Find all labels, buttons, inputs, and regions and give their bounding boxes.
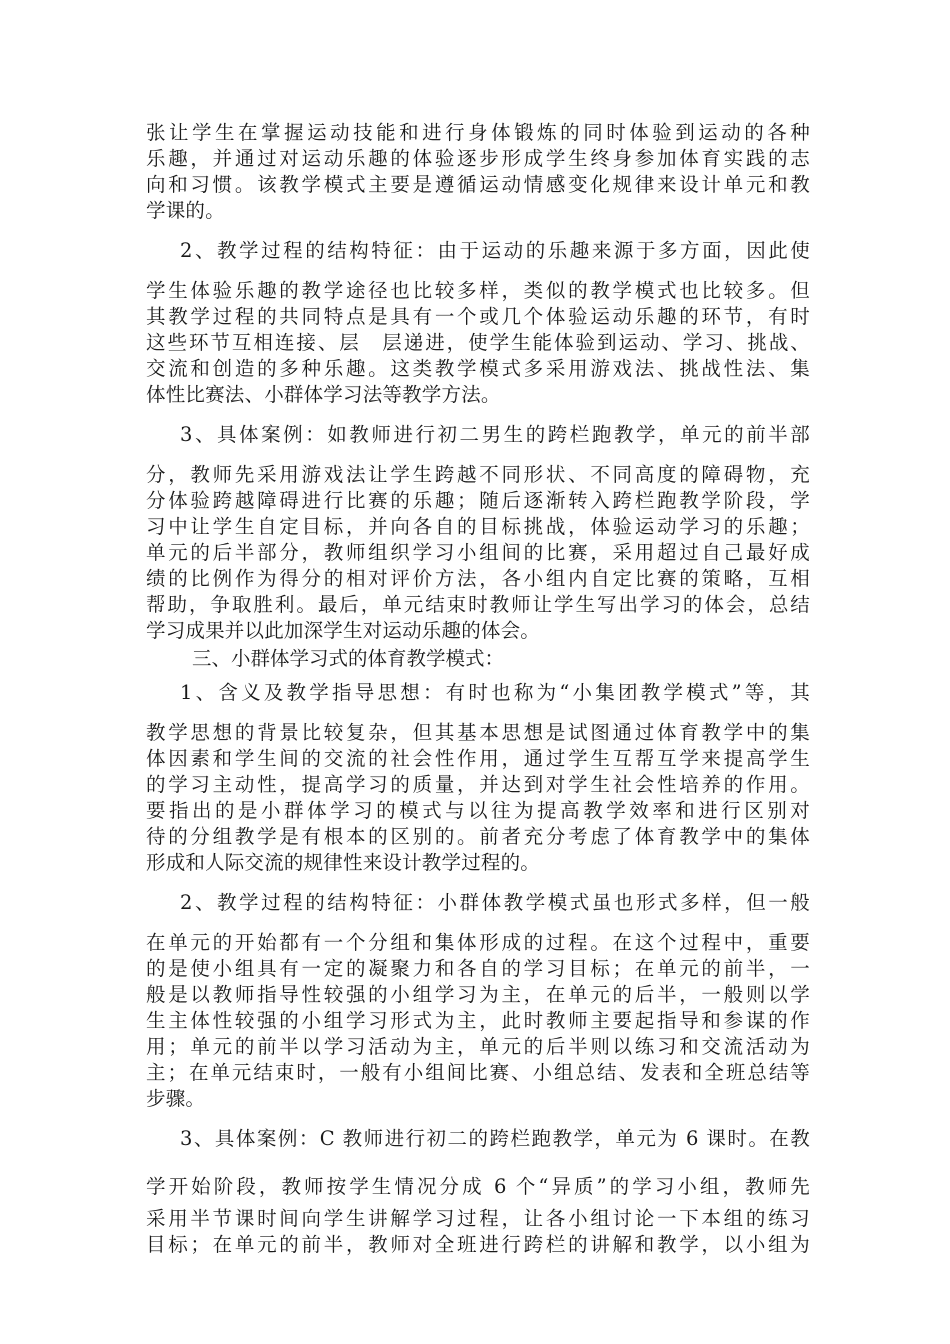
text-line: 向和习惯。该教学模式主要是遵循运动情感变化规律来设计单元和教 [146,173,810,196]
text-line: 绩的比例作为得分的相对评价方法，各小组内自定比赛的策略，互相 [146,567,810,590]
text-line: 的是使小组具有一定的凝聚力和各自的学习目标；在单元的前半，一 [146,957,810,980]
text-line: 主；在单元结束时，一般有小组间比赛、小组总结、发表和全班总结等 [146,1061,810,1084]
paragraph-intro-continuation [146,120,810,224]
paragraph-meaning [146,680,810,876]
paragraph-first-line: 2、教学过程的结构特征：由于运动的乐趣来源于多方面，因此使 [180,239,810,262]
text-line: 学开始阶段，教师按学生情况分成 6 个“异质”的学习小组，教师先 [146,1175,810,1198]
text-line: 学课的。 [146,199,225,222]
text-line: 交流和创造的多种乐趣。这类教学模式多采用游戏法、挑战性法、集 [146,357,810,380]
text-line: 体性比赛法、小群体学习法等教学方法。 [146,383,501,406]
text-line: 步骤。 [146,1087,206,1110]
text-line: 习中让学生自定目标，并向各自的目标挑战，体验运动学习的乐趣； [146,515,810,538]
text-line: 教学思想的背景比较复杂，但其基本思想是试图通过体育教学中的集 [146,721,810,744]
text-line: 其教学过程的共同特点是具有一个或几个体验运动乐趣的环节，有时 [146,305,810,328]
paragraph-first-line: 3、具体案例：C 教师进行初二的跨栏跑教学，单元为 6 课时。在教 [180,1127,810,1150]
paragraph-first-line: 3、具体案例：如教师进行初二男生的跨栏跑教学，单元的前半部 [180,423,810,446]
text-line: 采用半节课时间向学生讲解学习过程，让各小组讨论一下本组的练习 [146,1207,810,1230]
text-line: 要指出的是小群体学习的模式与以往为提高教学效率和进行区别对 [146,799,810,822]
paragraph-case-2 [146,1126,810,1258]
text-line: 张让学生在掌握运动技能和进行身体锻炼的同时体验到运动的各种 [146,121,810,144]
paragraph-case-1 [146,422,810,644]
section-heading: 三、小群体学习式的体育教学模式： [192,647,505,670]
text-line: 帮助，争取胜利。最后，单元结束时教师让学生写出学习的体会，总结 [146,593,810,616]
text-line: 形成和人际交流的规律性来设计教学过程的。 [146,851,541,874]
text-line: 生主体性较强的小组学习形式为主，此时教师主要起指导和参谋的作 [146,1009,810,1032]
text-line: 单元的后半部分，教师组织学习小组间的比赛，采用超过自己最好成 [146,541,810,564]
text-line: 分体验跨越障碍进行比赛的乐趣；随后逐渐转入跨栏跑教学阶段，学 [146,489,810,512]
text-line: 学生体验乐趣的教学途径也比较多样，类似的教学模式也比较多。但 [146,279,810,302]
paragraph-first-line: 1、含义及教学指导思想：有时也称为“小集团教学模式”等，其 [180,681,810,704]
text-line: 在单元的开始都有一个分组和集体形成的过程。在这个过程中，重要 [146,931,810,954]
text-line: 的学习主动性，提高学习的质量，并达到对学生社会性培养的作用。 [146,773,810,796]
text-line: 乐趣，并通过对运动乐趣的体验逐步形成学生终身参加体育实践的志 [146,147,810,170]
text-line: 这些环节互相连接、层 层递进，使学生能体验到运动、学习、挑战、 [146,331,810,354]
paragraph-structure-features-2 [146,890,810,1112]
paragraph-structure-features-1 [146,238,810,408]
text-line: 体因素和学生间的交流的社会性作用，通过学生互帮互学来提高学生 [146,747,810,770]
text-line: 学习成果并以此加深学生对运动乐趣的体会。 [146,619,541,642]
text-line: 分，教师先采用游戏法让学生跨越不同形状、不同高度的障碍物，充 [146,463,810,486]
text-line: 待的分组教学是有根本的区别的。前者充分考虑了体育教学中的集体 [146,825,810,848]
text-line: 目标；在单元的前半，教师对全班进行跨栏的讲解和教学，以小组为 [146,1233,810,1256]
paragraph-first-line: 2、教学过程的结构特征：小群体教学模式虽也形式多样，但一般 [180,891,810,914]
text-line: 般是以教师指导性较强的小组学习为主，在单元的后半，一般则以学 [146,983,810,1006]
text-line: 用；单元的前半以学习活动为主，单元的后半则以练习和交流活动为 [146,1035,810,1058]
